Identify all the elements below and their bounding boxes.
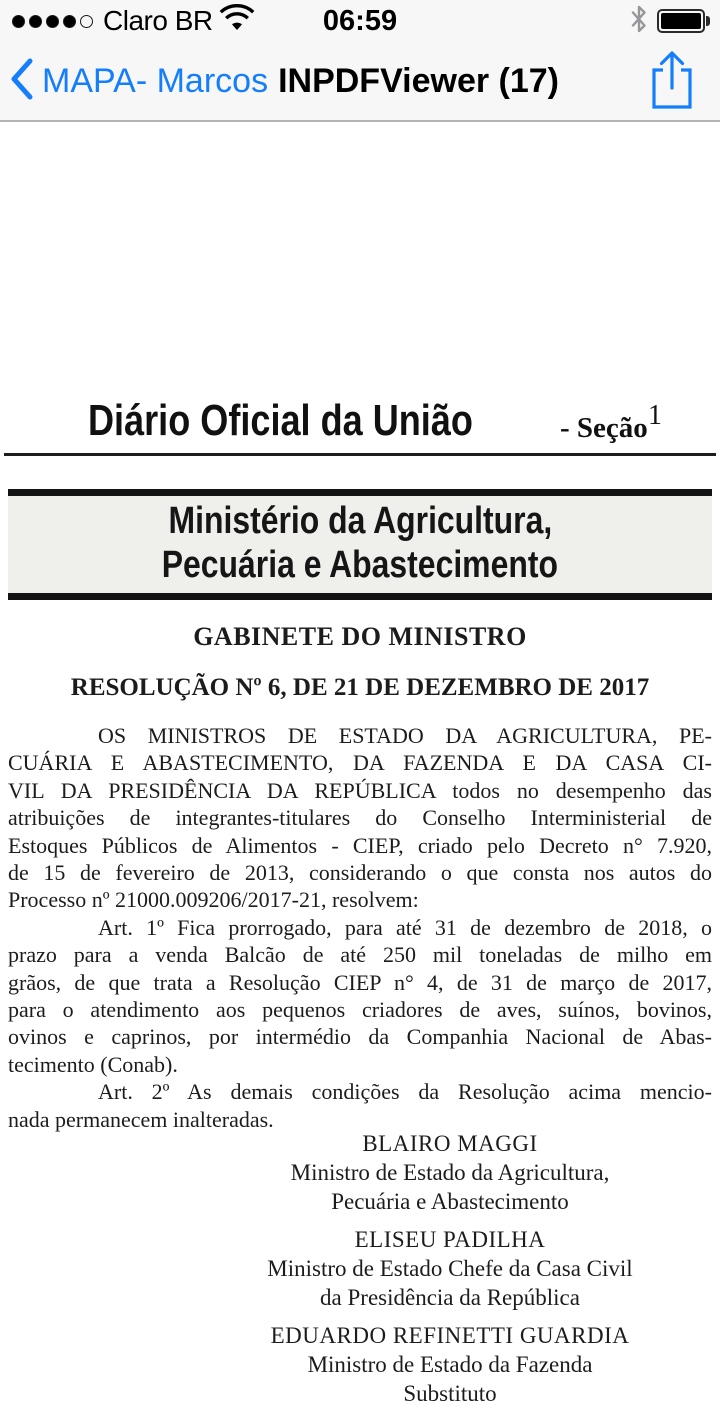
signatory-title: Substituto: [403, 1381, 497, 1406]
signature-block: [185, 1321, 715, 1408]
body-line: OS MINISTROS DE ESTADO DA AGRICULTURA, PE-: [98, 723, 712, 748]
body-line: de 15 de fevereiro de 2013, considerando o que consta nos autos do: [8, 860, 712, 886]
signature-block: [185, 1129, 715, 1216]
signatory-title: Ministro de Estado da Fazenda: [307, 1352, 593, 1377]
battery-icon: [657, 9, 710, 33]
signatory-title: Ministro de Estado da Agricultura,: [290, 1160, 610, 1185]
signatory-name: ELISEU PADILHA: [354, 1227, 546, 1252]
body-line: ovinos e caprinos, por intermédio da Companhia Nacional de Abas-: [8, 1024, 712, 1050]
ministry-banner-line2: Pecuária e Abastecimento: [161, 544, 559, 586]
pdf-viewer[interactable]: [0, 122, 720, 1406]
signatory-title: Pecuária e Abastecimento: [331, 1189, 569, 1214]
page-title: INPDFViewer (17): [278, 61, 559, 100]
body-line: CUÁRIA E ABASTECIMENTO, DA FAZENDA E DA CASA CI-: [8, 750, 712, 776]
resolution-body: [8, 722, 712, 1133]
body-line: Processo nº 21000.009206/2017-21, resolvem:: [8, 887, 419, 913]
body-line: VIL DA PRESIDÊNCIA DA REPÚBLICA todos no desempenho das: [8, 777, 712, 803]
body-line: atribuições de integrantes-titulares do Conselho Interministerial de: [8, 805, 712, 831]
body-line: Art. 1º Fica prorrogado, para até 31 de dezembro de 2018, o: [98, 914, 712, 940]
body-line: para o atendimento aos pequenos criadores de aves, suínos, bovinos,: [8, 997, 712, 1023]
body-line: Art. 2º As demais condições da Resolução acima mencio-: [98, 1079, 712, 1105]
body-line: grãos, de que trata a Resolução CIEP n° 4, de 31 de março de 2017,: [8, 969, 712, 995]
body-line: Estoques Públicos de Alimentos - CIEP, criado pelo Decreto n° 7.920,: [8, 832, 712, 858]
signatory-title: da Presidência da República: [320, 1285, 580, 1310]
clock: 06:59: [322, 4, 398, 37]
status-bar: [0, 0, 720, 42]
masthead-title: Diário Oficial da União: [88, 396, 473, 445]
body-line: prazo para a venda Balcão de até 250 mil toneladas de milho em: [8, 942, 712, 968]
body-line: tecimento (Conab).: [8, 1051, 178, 1077]
back-chevron-icon: [10, 58, 34, 105]
signal-strength-icon: [12, 15, 97, 28]
body-line: nada permanecem inalteradas.: [8, 1106, 274, 1132]
signatory-name: EDUARDO REFINETTI GUARDIA: [270, 1323, 630, 1348]
masthead-section-label: - Seção: [560, 412, 648, 444]
back-button-label: MAPA- Marcos: [42, 61, 269, 100]
signatory-title: Ministro de Estado Chefe da Casa Civil: [267, 1256, 633, 1281]
office-heading: GABINETE DO MINISTRO: [193, 622, 527, 651]
bluetooth-icon: [629, 3, 649, 40]
masthead-page-number: 1: [648, 400, 662, 431]
ministry-banner-line1: Ministério da Agricultura,: [168, 500, 552, 542]
back-button[interactable]: [0, 58, 268, 105]
masthead-rule: [4, 453, 716, 456]
resolution-heading: RESOLUÇÃO Nº 6, DE 21 DE DEZEMBRO DE 2017: [70, 674, 650, 701]
share-button[interactable]: [642, 50, 702, 114]
signatory-name: BLAIRO MAGGI: [362, 1131, 538, 1156]
wifi-icon: [219, 5, 255, 37]
signature-block: [185, 1225, 715, 1312]
navigation-bar: [0, 42, 720, 122]
carrier-label: Claro BR: [103, 5, 213, 36]
ministry-banner: [8, 489, 712, 600]
share-icon: [645, 49, 699, 116]
